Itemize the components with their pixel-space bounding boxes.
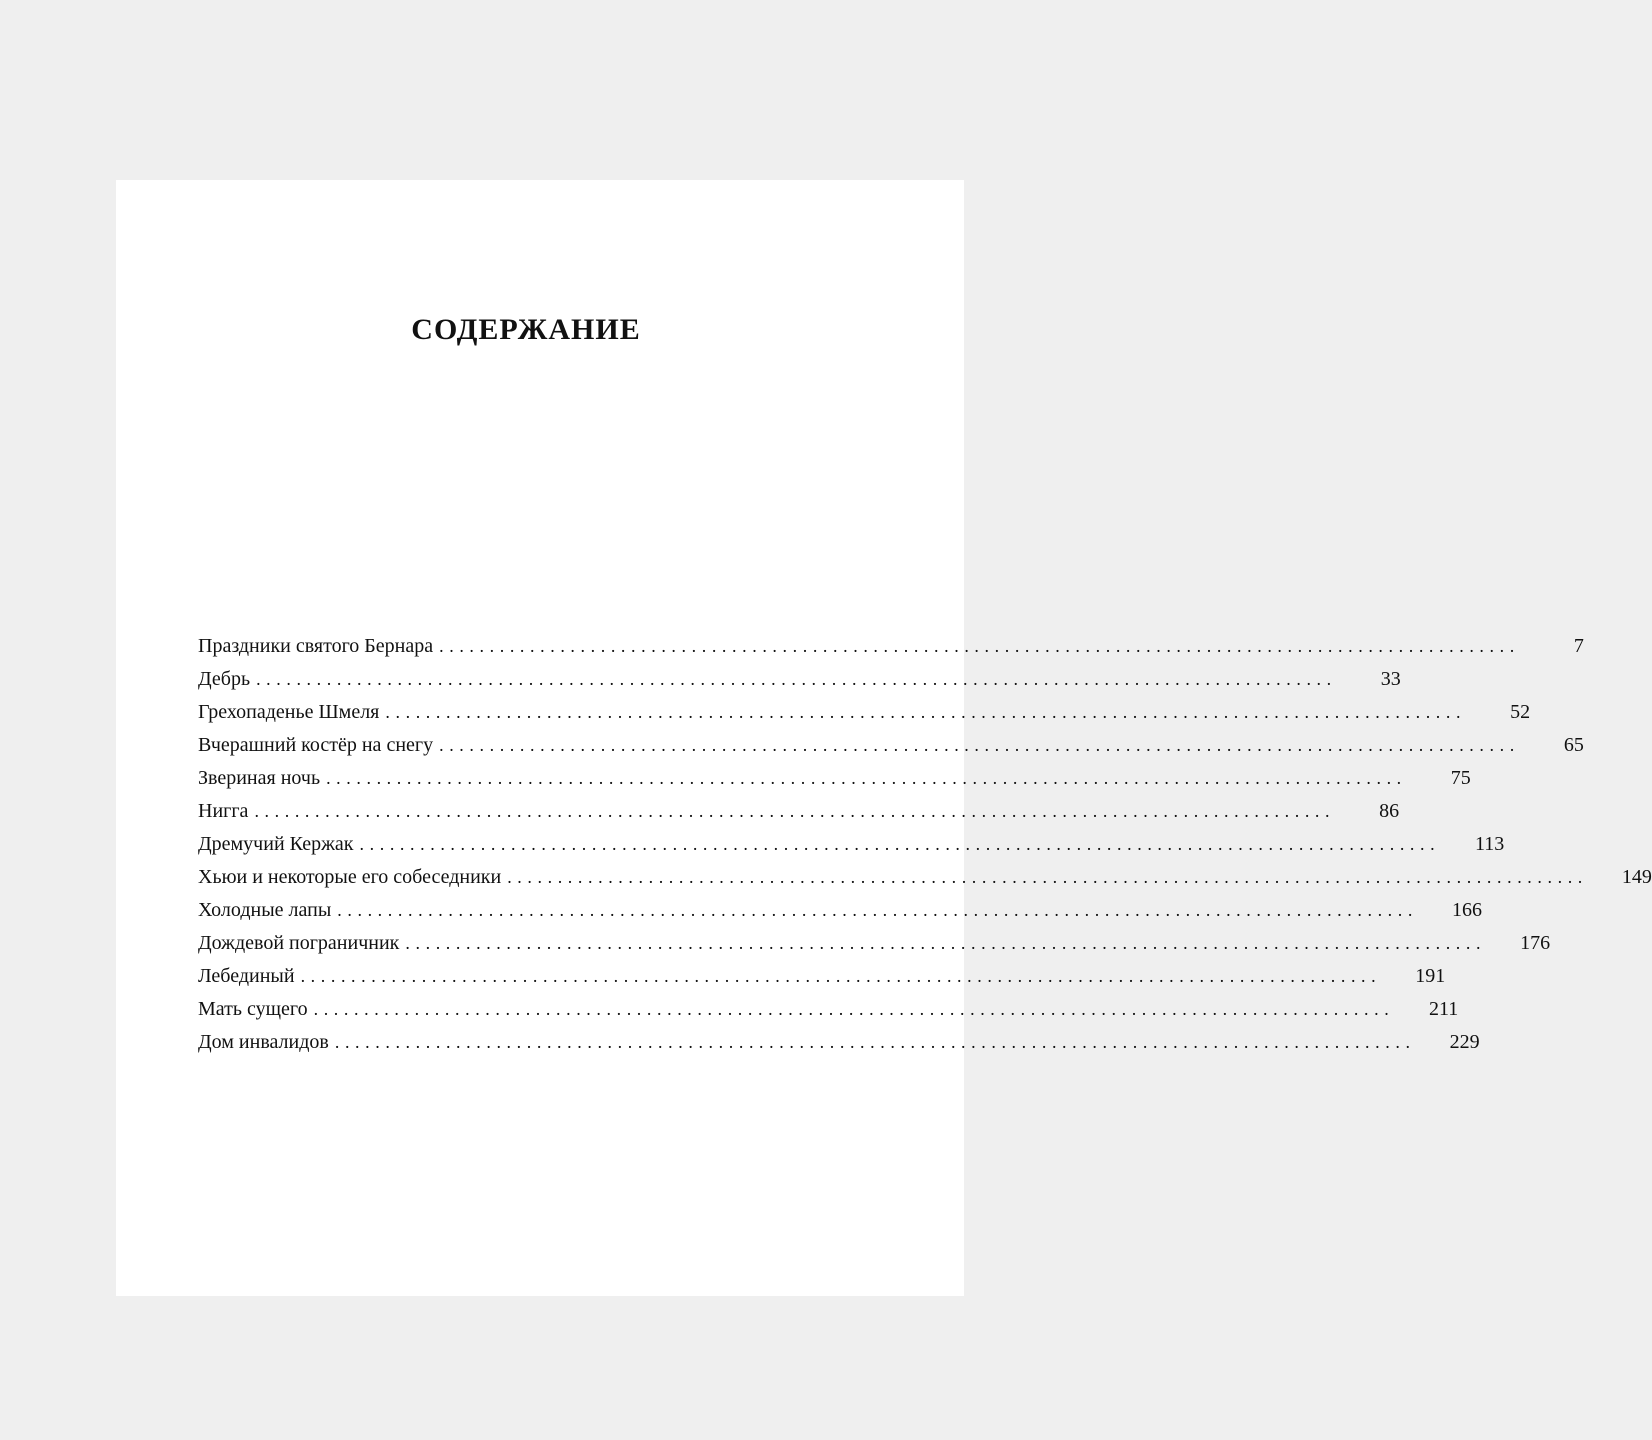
toc-entry xyxy=(198,696,1531,729)
toc-entry-title: Дождевой пограничник xyxy=(198,932,400,954)
toc-entry-title: Вчерашний костёр на снегу xyxy=(198,734,434,756)
toc-entry-title: Холодные лапы xyxy=(198,899,332,921)
toc-entry-page: 65 xyxy=(1563,734,1584,756)
toc-entry-title: Грехопаденье Шмеля xyxy=(198,701,380,723)
toc-entry xyxy=(198,960,1446,993)
toc-leader: ........................................................................................................... xyxy=(337,900,1418,920)
toc-entry xyxy=(198,828,1505,861)
toc-leader: ........................................................................................................... xyxy=(313,999,1395,1019)
toc-entry-page: 229 xyxy=(1449,1031,1480,1053)
toc-leader: ........................................................................................................... xyxy=(326,768,1407,788)
toc-entry-title: Лебединый xyxy=(198,965,295,987)
toc-entry-page: 7 xyxy=(1573,635,1584,657)
toc-entry-page: 166 xyxy=(1451,899,1482,921)
toc-entry xyxy=(198,663,1401,696)
toc-entry xyxy=(198,1026,1480,1059)
toc-entry-page: 149 xyxy=(1621,866,1652,888)
toc-entry xyxy=(198,993,1459,1026)
toc-entry xyxy=(198,630,1584,663)
toc-entry-title: Дом инвалидов xyxy=(198,1031,329,1053)
toc-entry-title: Дремучий Кержак xyxy=(198,833,354,855)
toc-entry-title: Нигга xyxy=(198,800,249,822)
toc-leader: ........................................................................................................... xyxy=(385,702,1467,722)
toc-leader: ........................................................................................................... xyxy=(507,867,1588,887)
toc-entry-title: Праздники святого Бернара xyxy=(198,635,434,657)
toc-entry-page: 52 xyxy=(1510,701,1531,723)
toc-leader: ........................................................................................................... xyxy=(256,669,1337,689)
toc-entry xyxy=(198,795,1400,828)
toc-entry-page: 86 xyxy=(1379,800,1400,822)
toc-entry-page: 75 xyxy=(1450,767,1471,789)
page-title: СОДЕРЖАНИЕ xyxy=(411,313,641,346)
toc-entry-title: Мать сущего xyxy=(198,998,308,1020)
toc-entry-page: 191 xyxy=(1415,965,1446,987)
toc-entry xyxy=(198,894,1482,927)
toc-entry xyxy=(198,729,1584,762)
table-of-contents xyxy=(198,630,1652,1059)
toc-entry-title: Хьюи и некоторые его собеседники xyxy=(198,866,502,888)
toc-entry xyxy=(198,927,1551,960)
toc-entry-page: 176 xyxy=(1520,932,1551,954)
toc-entry-page: 211 xyxy=(1429,998,1459,1020)
toc-leader: ........................................................................................................... xyxy=(334,1032,1416,1052)
toc-leader: ........................................................................................................... xyxy=(439,735,1520,755)
toc-entry-page: 113 xyxy=(1474,833,1505,855)
toc-entry xyxy=(198,861,1652,894)
toc-leader: ........................................................................................................... xyxy=(439,636,1520,656)
toc-leader: ........................................................................................................... xyxy=(300,966,1382,986)
toc-entry-page: 33 xyxy=(1380,668,1401,690)
book-page xyxy=(116,180,1652,1296)
toc-entry-title: Звериная ночь xyxy=(198,767,321,789)
toc-leader: ........................................................................................................... xyxy=(405,933,1487,953)
toc-entry-title: Дебрь xyxy=(198,668,251,690)
toc-leader: ........................................................................................................... xyxy=(254,801,1336,821)
toc-entry xyxy=(198,762,1471,795)
toc-leader: ........................................................................................................... xyxy=(359,834,1441,854)
